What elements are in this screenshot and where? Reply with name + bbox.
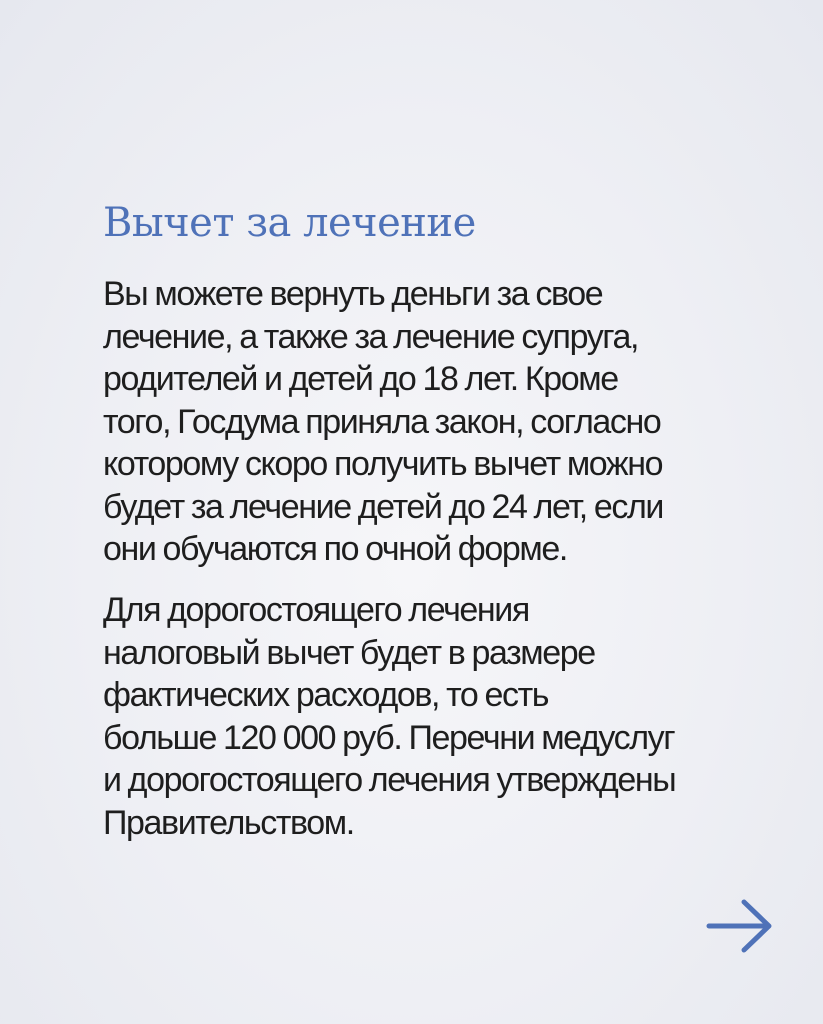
slide-title: Вычет за лечение: [103, 200, 476, 246]
next-slide-button[interactable]: [706, 898, 774, 954]
paragraph-line: лечение, а также за лечение супруга,: [103, 317, 639, 356]
paragraph-line: которому скоро получить вычет можно: [103, 445, 663, 483]
arrow-right-icon: [706, 898, 774, 954]
paragraph-line: родителей и детей до 18 лет. Кроме: [103, 360, 618, 398]
paragraph-line: больше 120 000 руб. Перечни медуслуг: [103, 718, 675, 757]
paragraph-line: Вы можете вернуть деньги за свое: [103, 275, 603, 313]
paragraph-line: налоговый вычет будет в размере: [103, 633, 595, 672]
paragraph-line: и дорогостоящего лечения утверждены: [103, 761, 676, 799]
paragraph-line: фактических расходов, то есть: [103, 676, 549, 714]
paragraph-treatment-deduction: [103, 273, 763, 571]
paragraph-line: того, Госдума приняла закон, согласно: [103, 402, 661, 441]
paragraph-line: будет за лечение детей до 24 лет, если: [103, 487, 664, 526]
paragraph-expensive-treatment: [103, 589, 763, 844]
paragraph-line: Для дорогостоящего лечения: [103, 591, 529, 629]
paragraph-line: Правительством.: [103, 803, 354, 842]
paragraph-line: они обучаются по очной форме.: [103, 530, 567, 568]
